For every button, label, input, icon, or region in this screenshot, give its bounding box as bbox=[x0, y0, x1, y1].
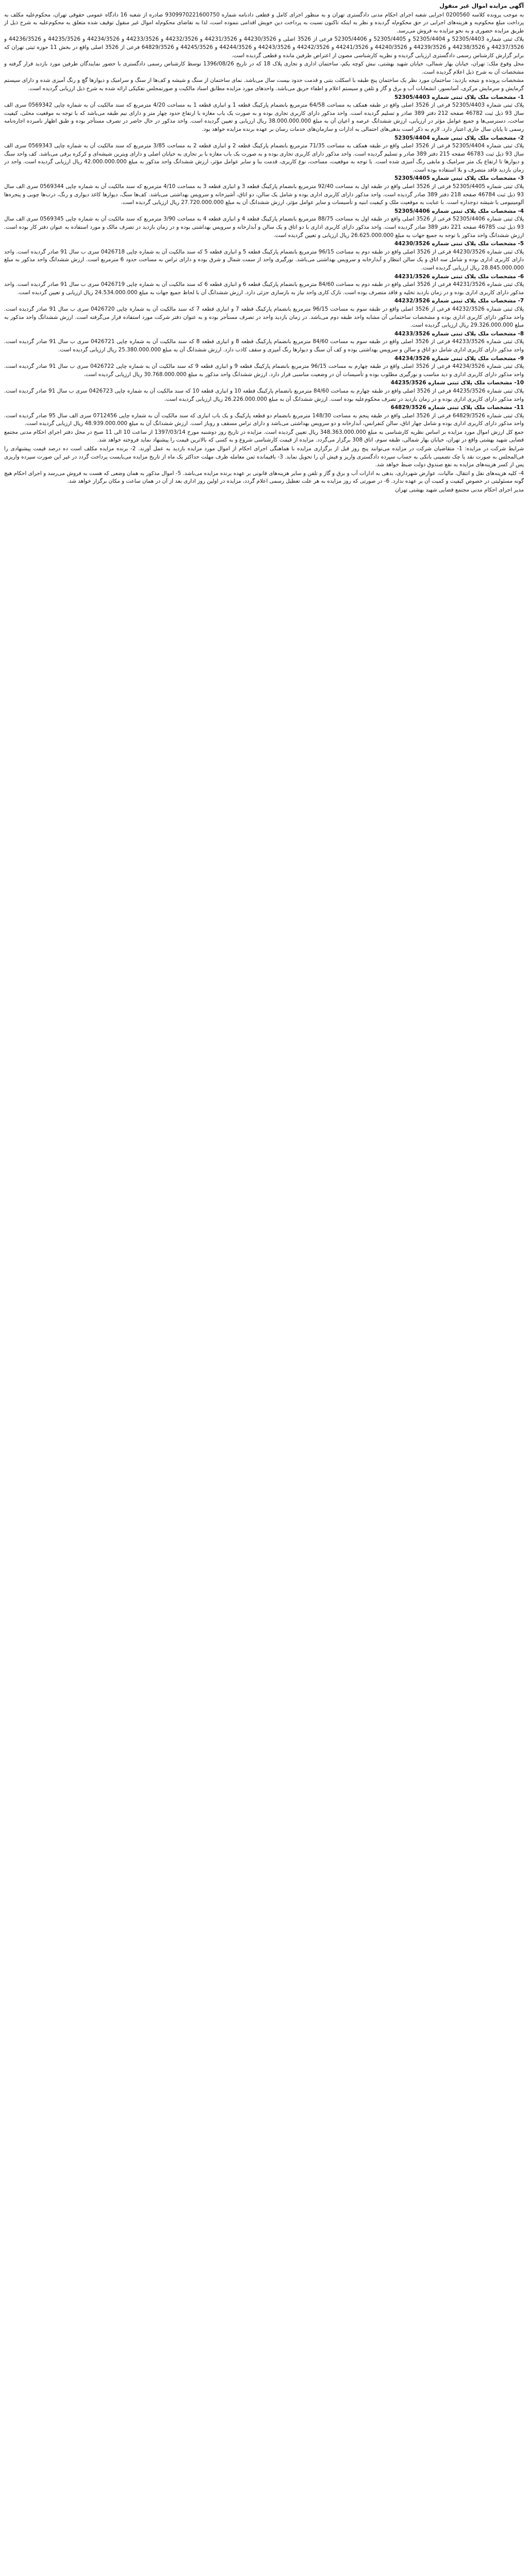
section-heading: 4- مشخصات ملک پلاک ثبتی شماره 52305/4406 bbox=[394, 208, 524, 214]
property-section bbox=[4, 175, 524, 207]
closing-paragraph: جمع کل ارزش اموال مورد مزایده بر اساس نظریه کارشناسی به مبلغ 348.363.000.000 ریال تعیین گردیده است. مزایده در تاریخ روز دوشنبه مورخ 1397/03/14 از ساعت 10 الی 11 صبح در محل دفتر اجرای احکام مدنی مجتمع قضایی شهید بهشتی واقع در تهران، خیابان بهار شمالی، طبقه سوم، اتاق 308 برگزار می‌گردد. مزایده از قیمت کارشناسی شروع و به کسی که بالاترین قیمت را پیشنهاد نماید فروخته خواهد شد. bbox=[4, 429, 524, 444]
section-heading: 5- مشخصات ملک پلاک ثبتی شماره 44230/3526 bbox=[394, 241, 524, 247]
intro-paragraph: پلاک ثبتی شماره 52305/4403 و 52305/4404 و 52305/4405 و 52305/4406 فرعی از 3526 اصلی و 44230/3526 و 44231/3526 و 44232/3526 و 44233/3526 و 44234/3526 و 44235/3526 و 44236/3526 و 44237/3526 و 44238/3526 و 44239/3526 و 44240/3526 و 44241/3526 و 44242/3526 و 44243/3526 و 44244/3526 و 44245/3526 و 64829/3526 فرعی از 3526 اصلی واقع در بخش 11 حوزه ثبتی تهران که برابر گزارش کارشناس رسمی دادگستری ارزیابی گردیده و نظریه کارشناسی مصون از اعتراض طرفین مانده و قطعی گردیده است. bbox=[4, 36, 524, 59]
intro-paragraph: مشخصات پرونده و نتیجه بازدید: ساختمان مورد نظر یک ساختمان پنج طبقه با اسکلت بتنی و قدمت حدود بیست سال می‌باشد. نمای ساختمان از سنگ و شیشه و کف‌ها از سنگ و سرامیک و دیوارها گچ و رنگ آمیزی شده و دارای سیستم گرمایش و سرمایش مرکزی، آسانسور، انشعابات آب و برق و گاز و تلفن و سیستم اعلام و اطفاء حریق می‌باشد. واحدهای مورد مزایده مطابق اسناد مالکیت و صورتمجلس تفکیکی ارائه شده به شرح ذیل ارزیابی گردیده است. bbox=[4, 77, 524, 92]
section-text: پلاک ثبتی شماره 52305/4403 فرعی از 3526 اصلی واقع در طبقه همکف به مساحت 64/58 مترمربع بانضمام پارکینگ قطعه 1 و انباری قطعه 1 به مساحت 4/20 مترمربع که سند مالکیت آن به شماره چاپی 0569342 سری الف سال 93 ذیل ثبت 46782 صفحه 212 دفتر 389 صادر و تسلیم گردیده است. واحد مذکور دارای کاربری تجاری بوده و به صورت یک باب مغازه با ارتفاع حدود چهار متر و دارای نیم طبقه می‌باشد که با توجه به موقعیت محلی، کیفیت ساخت، دسترسی‌ها و جمیع عوامل مؤثر در ارزیابی، ارزش ششدانگ عرصه و اعیان آن به مبلغ 38.000.000.000 ریال ارزیابی و تعیین گردیده است. واحد مذکور در حال حاضر در تصرف مستأجر بوده و طبق اظهار نامبرده اجاره‌نامه رسمی تا پایان سال جاری اعتبار دارد. لازم به ذکر است بدهی‌های احتمالی به ادارات و سازمان‌های خدمات رسان بر عهده برنده مزایده خواهد بود. bbox=[4, 102, 524, 132]
closing-paragraph: شرایط شرکت در مزایده: 1- متقاضیان شرکت در مزایده می‌توانند پنج روز قبل از برگزاری مزایده با هماهنگی اجرای احکام از اموال مورد مزایده بازدید به عمل آورند. 2- برنده مزایده مکلف است ده درصد قیمت پیشنهادی را فی‌المجلس به صورت نقد یا چک تضمینی بانکی به حساب سپرده دادگستری واریز و فیش آن را تحویل نماید. 3- باقیمانده ثمن معامله ظرف مهلت حداکثر یک ماه از تاریخ مزایده می‌بایست پرداخت گردد در غیر این صورت سپرده واریزی پس از کسر هزینه‌های مزایده به نفع صندوق دولت ضبط خواهد شد. bbox=[4, 446, 524, 468]
intro-block bbox=[4, 11, 524, 93]
section-text: پلاک ثبتی شماره 44234/3526 فرعی از 3526 اصلی واقع در طبقه چهارم به مساحت 96/15 مترمربع بانضمام پارکینگ قطعه 9 و انباری قطعه 9 که سند مالکیت آن به شماره چاپی 0426722 سری ب سال 91 صادر گردیده است. واحد مذکور دارای کاربری اداری و دید مناسب و نورگیری مطلوب بوده و تأسیسات آن در وضعیت مناسبی قرار دارد. ارزش ششدانگ واحد مذکور به مبلغ 30.768.000.000 ریال ارزیابی گردیده است. bbox=[4, 363, 524, 378]
section-heading: 2- مشخصات ملک پلاک ثبتی شماره 52305/4404 bbox=[394, 134, 524, 141]
property-section bbox=[4, 240, 524, 272]
closing-block bbox=[4, 429, 524, 495]
section-text: پلاک ثبتی شماره 64829/3526 فرعی از 3526 اصلی واقع در طبقه پنجم به مساحت 148/30 مترمربع بانضمام دو قطعه پارکینگ و یک باب انباری که سند مالکیت آن به شماره چاپی 0712456 سری الف سال 95 صادر گردیده است. واحد مذکور دارای کاربری اداری بوده و شامل چهار اتاق، سالن کنفرانس، آبدارخانه و دو سرویس بهداشتی می‌باشد و دارای تراس مسقف و روباز است. ارزش ششدانگ آن به مبلغ 48.939.000.000 ریال ارزیابی گردیده است. bbox=[4, 412, 524, 427]
section-heading: 8- مشخصات ملک پلاک ثبتی شماره 44233/3526 bbox=[394, 330, 524, 337]
section-heading: 7- مشخصات ملک پلاک ثبتی شماره 44232/3526 bbox=[394, 298, 524, 304]
property-section bbox=[4, 379, 524, 403]
property-section bbox=[4, 273, 524, 297]
section-text: پلاک ثبتی شماره 44232/3526 فرعی از 3526 اصلی واقع در طبقه سوم به مساحت 96/15 مترمربع بانضمام پارکینگ قطعه 7 و انباری قطعه 7 که سند مالکیت آن به شماره چاپی 0426720 سری ب سال 91 صادر گردیده است. واحد مذکور دارای کاربری اداری بوده و مشخصات ساختمانی آن مشابه واحد طبقه دوم می‌باشد. در زمان بازدید واحد در تصرف مستأجر بوده و به عنوان دفتر شرکت مورد استفاده قرار می‌گرفته است. ارزش ششدانگ واحد مذکور به مبلغ 29.326.000.000 ریال ارزیابی گردیده است. bbox=[4, 306, 524, 329]
property-section bbox=[4, 94, 524, 134]
intro-paragraph: محل وقوع ملک: تهران، خیابان بهار شمالی، خیابان شهید بهشتی، نبش کوچه یکم، ساختمان اداری و تجاری پلاک 18 که در تاریخ 1396/08/26 توسط کارشناس رسمی دادگستری با حضور نمایندگان طرفین مورد بازدید قرار گرفته و مشخصات آن به شرح ذیل اعلام گردیده است. bbox=[4, 61, 524, 75]
sections-block bbox=[4, 94, 524, 428]
notice-title: آگهی مزایده اموال غیر منقول bbox=[439, 3, 524, 9]
section-heading: 3- مشخصات ملک پلاک ثبتی شماره 52305/4405 bbox=[394, 175, 524, 182]
section-text: پلاک ثبتی شماره 52305/4406 فرعی از 3526 اصلی واقع در طبقه اول به مساحت 88/75 مترمربع بانضمام پارکینگ قطعه 4 و انباری قطعه 4 به مساحت 3/90 مترمربع که سند مالکیت آن به شماره چاپی 0569345 سری الف سال 93 ذیل ثبت 46785 صفحه 221 دفتر 389 صادر گردیده است. واحد مذکور دارای کاربری اداری با دو اتاق و یک سالن و آبدارخانه و سرویس بهداشتی بوده و در زمان بازدید در تصرف مالک و مورد استفاده به عنوان دفتر کار بوده است. ارزش ششدانگ واحد مذکور با توجه به جمیع جهات به مبلغ 26.625.000.000 ریال ارزیابی و تعیین گردیده است. bbox=[4, 216, 524, 239]
section-heading: 11- مشخصات ملک پلاک ثبتی شماره 64829/3526 bbox=[390, 404, 524, 411]
property-section bbox=[4, 134, 524, 175]
section-text: پلاک ثبتی شماره 52305/4404 فرعی از 3526 اصلی واقع در طبقه همکف به مساحت 71/35 مترمربع بانضمام پارکینگ قطعه 2 و انباری قطعه 2 به مساحت 3/85 مترمربع که سند مالکیت آن به شماره چاپی 0569343 سری الف سال 93 ذیل ثبت 46783 صفحه 215 دفتر 389 صادر و تسلیم گردیده است. واحد مذکور دارای کاربری تجاری بوده و به صورت یک باب مغازه با بر تجاری به خیابان اصلی و دارای ویترین شیشه‌ای و کرکره برقی می‌باشد. کف واحد سنگ و دیوارها تا ارتفاع یک متر سرامیک و مابقی رنگ آمیزی شده است. با توجه به موقعیت، مساحت، نوع کاربری، قدمت بنا و سایر عوامل مؤثر، ارزش ششدانگ واحد مذکور به مبلغ 42.000.000.000 ریال ارزیابی گردیده است. واحد در زمان بازدید فاقد متصرف و بلا استفاده بوده است. bbox=[4, 143, 524, 173]
section-text: پلاک ثبتی شماره 44231/3526 فرعی از 3526 اصلی واقع در طبقه دوم به مساحت 84/60 مترمربع بانضمام پارکینگ قطعه 6 و انباری قطعه 6 که سند مالکیت آن به شماره چاپی 0426719 سری ب سال 91 صادر گردیده است. واحد مذکور دارای کاربری اداری بوده و در زمان بازدید تخلیه و فاقد متصرف بوده است. نازک کاری واحد نیاز به بازسازی جزئی دارد. ارزش ششدانگ آن با لحاظ جمیع جهات به مبلغ 24.534.000.000 ریال ارزیابی و تعیین گردیده است. bbox=[4, 281, 524, 296]
section-heading: 1- مشخصات ملک پلاک ثبتی شماره 52305/4403 bbox=[394, 94, 524, 100]
closing-paragraph: 4- کلیه هزینه‌های نقل و انتقال، مالیات، عوارض شهرداری، بدهی به ادارات آب و برق و گاز و تلفن و سایر هزینه‌های قانونی بر عهده برنده مزایده می‌باشد. 5- اموال مذکور به همان وضعی که هست به فروش می‌رسد و اجرای احکام هیچ گونه مسئولیتی در خصوص کیفیت و کمیت آن بر عهده ندارد. 6- در صورتی که روز مزایده به هر علت تعطیل رسمی اعلام گردد، مزایده در اولین روز اداری بعد از آن در همان ساعت و مکان برگزار خواهد شد. bbox=[4, 470, 524, 485]
section-heading: 9- مشخصات ملک پلاک ثبتی شماره 44234/3526 bbox=[394, 355, 524, 362]
property-section bbox=[4, 330, 524, 354]
property-section bbox=[4, 297, 524, 329]
property-section bbox=[4, 404, 524, 428]
intro-paragraph: به موجب پرونده کلاسه 0200560 اجرایی شعبه اجرای احکام مدنی دادگستری تهران و به منظور اجرای کامل و قطعی دادنامه شماره 9309970221600750 صادره از شعبه 16 دادگاه عمومی حقوقی تهران، محکوم‌علیه مکلف به پرداخت مبلغ محکوم‌به و هزینه‌های اجرایی در حق محکوم‌له گردیده و نظر به اینکه تاکنون نسبت به پرداخت دین خویش اقدامی ننموده است، لذا به تقاضای محکوم‌له اموال غیر منقول توقیف شده متعلق به محکوم‌علیه به شرح ذیل از طریق مزایده حضوری و به نحو مزایده به فروش می‌رسد. bbox=[4, 11, 524, 34]
section-heading: 6- مشخصات ملک پلاک ثبتی شماره 44231/3526 bbox=[394, 273, 524, 280]
section-heading: 10- مشخصات ملک پلاک ثبتی شماره 44235/3526 bbox=[390, 380, 524, 386]
section-text: پلاک ثبتی شماره 44230/3526 فرعی از 3526 اصلی واقع در طبقه دوم به مساحت 96/15 مترمربع بانضمام پارکینگ قطعه 5 و انباری قطعه 5 که سند مالکیت آن به شماره چاپی 0426718 سری ب سال 91 صادر گردیده است. واحد دارای کاربری اداری بوده و شامل سه اتاق و یک سالن انتظار و آبدارخانه و سرویس بهداشتی می‌باشد. نورگیری واحد از سمت شمال و شرق بوده و دارای تراس به مساحت حدود 6 مترمربع است. ارزش ششدانگ واحد مذکور به مبلغ 28.845.000.000 ریال ارزیابی گردیده است. bbox=[4, 248, 524, 271]
property-section bbox=[4, 355, 524, 379]
property-section bbox=[4, 208, 524, 240]
section-text: پلاک ثبتی شماره 44235/3526 فرعی از 3526 اصلی واقع در طبقه چهارم به مساحت 84/60 مترمربع بانضمام پارکینگ قطعه 10 و انباری قطعه 10 که سند مالکیت آن به شماره چاپی 0426723 سری ب سال 91 صادر گردیده است. واحد مذکور دارای کاربری اداری بوده و در زمان بازدید در تصرف محکوم‌علیه بوده است. ارزش ششدانگ آن به مبلغ 26.226.000.000 ریال ارزیابی گردیده است. bbox=[4, 387, 524, 402]
section-text: پلاک ثبتی شماره 52305/4405 فرعی از 3526 اصلی واقع در طبقه اول به مساحت 92/40 مترمربع بانضمام پارکینگ قطعه 3 و انباری قطعه 3 به مساحت 4/10 مترمربع که سند مالکیت آن به شماره چاپی 0569344 سری الف سال 93 ذیل ثبت 46784 صفحه 218 دفتر 389 صادر گردیده است. واحد مذکور دارای کاربری اداری بوده و شامل یک سالن، دو اتاق، آشپزخانه و سرویس بهداشتی می‌باشد. کف‌ها سنگ، دیوارها کاغذ دیواری و رنگ، درب‌ها چوبی و پنجره‌ها آلومینیومی با شیشه دوجداره است. با عنایت به موقعیت ملک و کیفیت ابنیه و تأسیسات و سایر عوامل مؤثر، ارزش ششدانگ آن به مبلغ 27.720.000.000 ریال ارزیابی گردیده است. bbox=[4, 183, 524, 206]
signature-line: مدیر اجرای احکام مدنی مجتمع قضایی شهید بهشتی تهران bbox=[395, 487, 524, 494]
section-text: پلاک ثبتی شماره 44233/3526 فرعی از 3526 اصلی واقع در طبقه سوم به مساحت 84/60 مترمربع بانضمام پارکینگ قطعه 8 و انباری قطعه 8 که سند مالکیت آن به شماره چاپی 0426721 سری ب سال 91 صادر گردیده است. واحد مذکور دارای کاربری اداری شامل دو اتاق و سالن و سرویس بهداشتی بوده و کف آن سنگ و دیوارها رنگ آمیزی و سقف کاذب دارد. ارزش ششدانگ آن به مبلغ 25.380.000.000 ریال ارزیابی گردیده است. bbox=[4, 338, 524, 353]
